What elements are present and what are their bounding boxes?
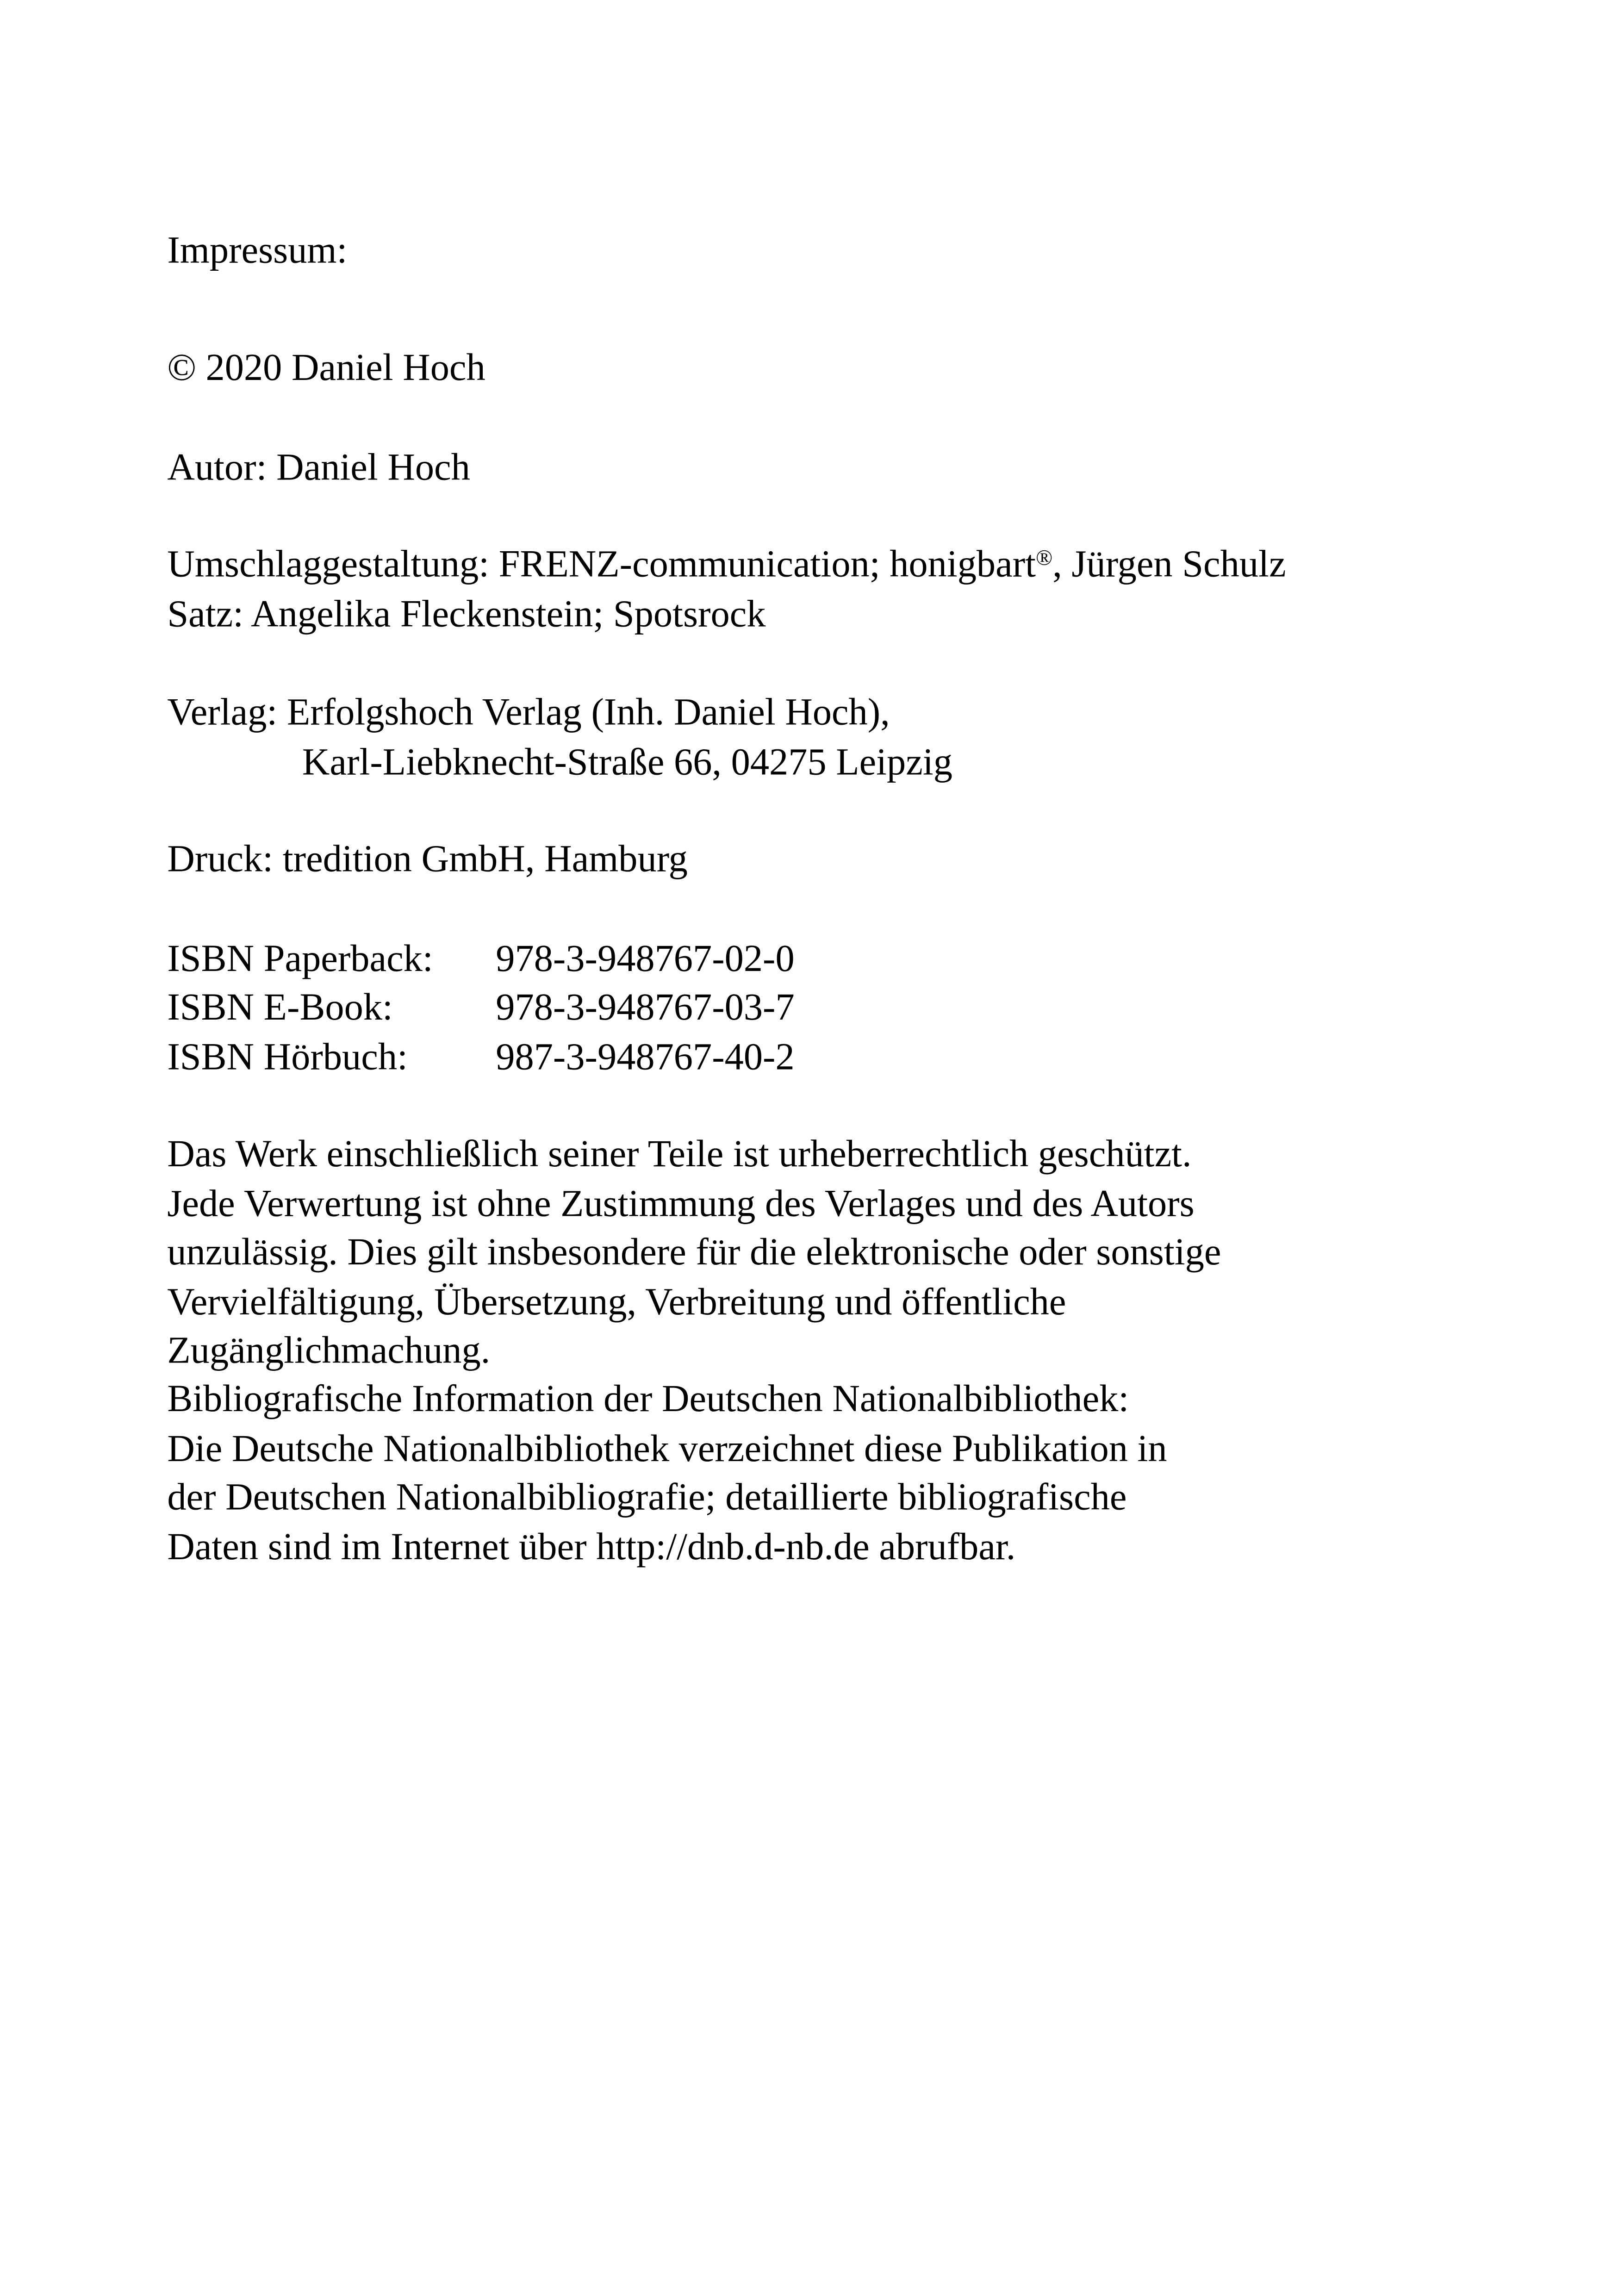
isbn-label-paperback: ISBN Paperback: bbox=[167, 937, 433, 980]
imprint-heading: Impressum: bbox=[167, 229, 348, 272]
printing-line: Druck: tredition GmbH, Hamburg bbox=[167, 837, 688, 880]
cover-design-line bbox=[167, 540, 1286, 589]
legal-notice-line: Vervielfältigung, Übersetzung, Verbreitung und öffentliche bbox=[167, 1280, 1066, 1323]
legal-notice-line: Zugänglichmachung. bbox=[167, 1329, 491, 1372]
isbn-value-paperback: 978-3-948767-02-0 bbox=[496, 937, 795, 980]
typesetting-line: Satz: Angelika Fleckenstein; Spotsrock bbox=[167, 592, 766, 635]
legal-notice-line: Das Werk einschließlich seiner Teile ist urheberrechtlich geschützt. bbox=[167, 1132, 1192, 1175]
copyright-line: © 2020 Daniel Hoch bbox=[167, 346, 485, 389]
legal-notice-line: der Deutschen Nationalbibliografie; detaillierte bibliografische bbox=[167, 1475, 1127, 1518]
cover-design-prefix: Umschlaggestaltung: FRENZ-communication; honigbart bbox=[167, 542, 1036, 585]
legal-notice-line: Daten sind im Internet über http://dnb.d-nb.de abrufbar. bbox=[167, 1525, 1016, 1568]
publisher-address-line: Karl-Liebknecht-Straße 66, 04275 Leipzig bbox=[302, 740, 952, 784]
legal-notice-line: Jede Verwertung ist ohne Zustimmung des Verlages und des Autors bbox=[167, 1182, 1195, 1225]
legal-notice-line: Bibliografische Information der Deutschen Nationalbibliothek: bbox=[167, 1377, 1129, 1420]
legal-notice-line: Die Deutsche Nationalbibliothek verzeichnet diese Publikation in bbox=[167, 1427, 1167, 1470]
publisher-line-1: Verlag: Erfolgshoch Verlag (Inh. Daniel Hoch), bbox=[167, 691, 890, 734]
registered-trademark-mark: ® bbox=[1036, 547, 1053, 571]
isbn-label-ebook: ISBN E-Book: bbox=[167, 985, 393, 1028]
isbn-value-audiobook: 987-3-948767-40-2 bbox=[496, 1035, 795, 1078]
isbn-label-audiobook: ISBN Hörbuch: bbox=[167, 1035, 408, 1078]
legal-notice-line: unzulässig. Dies gilt insbesondere für die elektronische oder sonstige bbox=[167, 1231, 1221, 1274]
cover-design-suffix: , Jürgen Schulz bbox=[1052, 542, 1286, 585]
author-line: Autor: Daniel Hoch bbox=[167, 446, 470, 489]
isbn-value-ebook: 978-3-948767-03-7 bbox=[496, 985, 795, 1028]
